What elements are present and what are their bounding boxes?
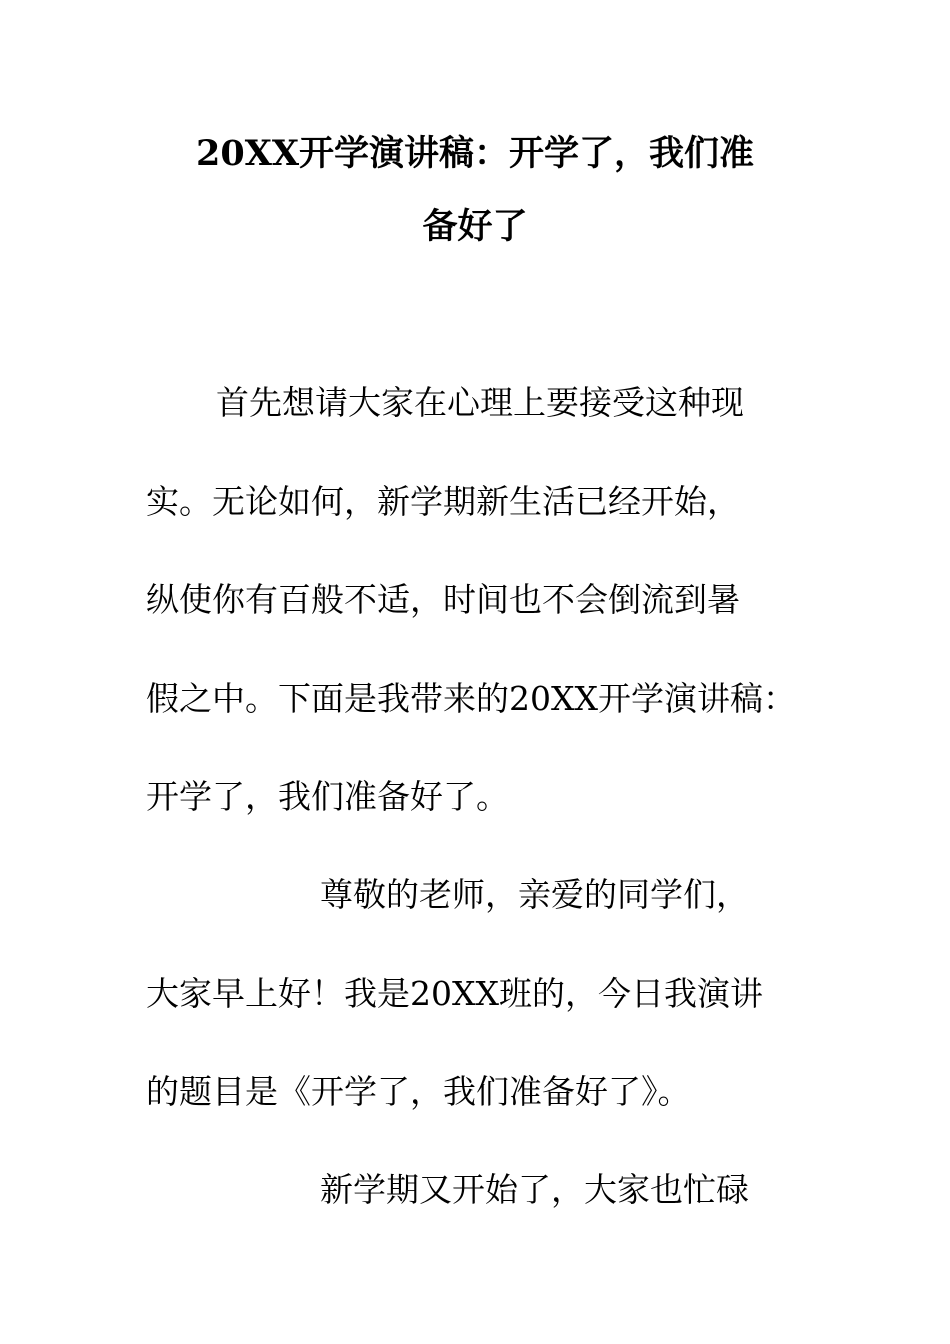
body-line-7: 大家早上好！我是20XX班的，今日我演讲 xyxy=(146,974,763,1013)
body-line-4: 假之中。下面是我带来的20XX开学演讲稿： xyxy=(146,679,796,718)
document-title-line-1: 20XX开学演讲稿：开学了，我们准 xyxy=(195,133,755,174)
body-line-3: 纵使你有百般不适，时间也不会倒流到暑 xyxy=(146,580,740,619)
body-line-5: 开学了，我们准备好了。 xyxy=(146,777,509,816)
body-line-6: 尊敬的老师，亲爱的同学们， xyxy=(320,875,749,914)
body-line-9: 新学期又开始了，大家也忙碌 xyxy=(320,1170,749,1209)
body-line-2: 实。无论如何，新学期新生活已经开始， xyxy=(146,482,740,521)
body-line-1: 首先想请大家在心理上要接受这种现 xyxy=(216,383,744,422)
body-line-8: 的题目是《开学了，我们准备好了》。 xyxy=(146,1072,691,1111)
document-title-line-2: 备好了 xyxy=(422,206,528,247)
